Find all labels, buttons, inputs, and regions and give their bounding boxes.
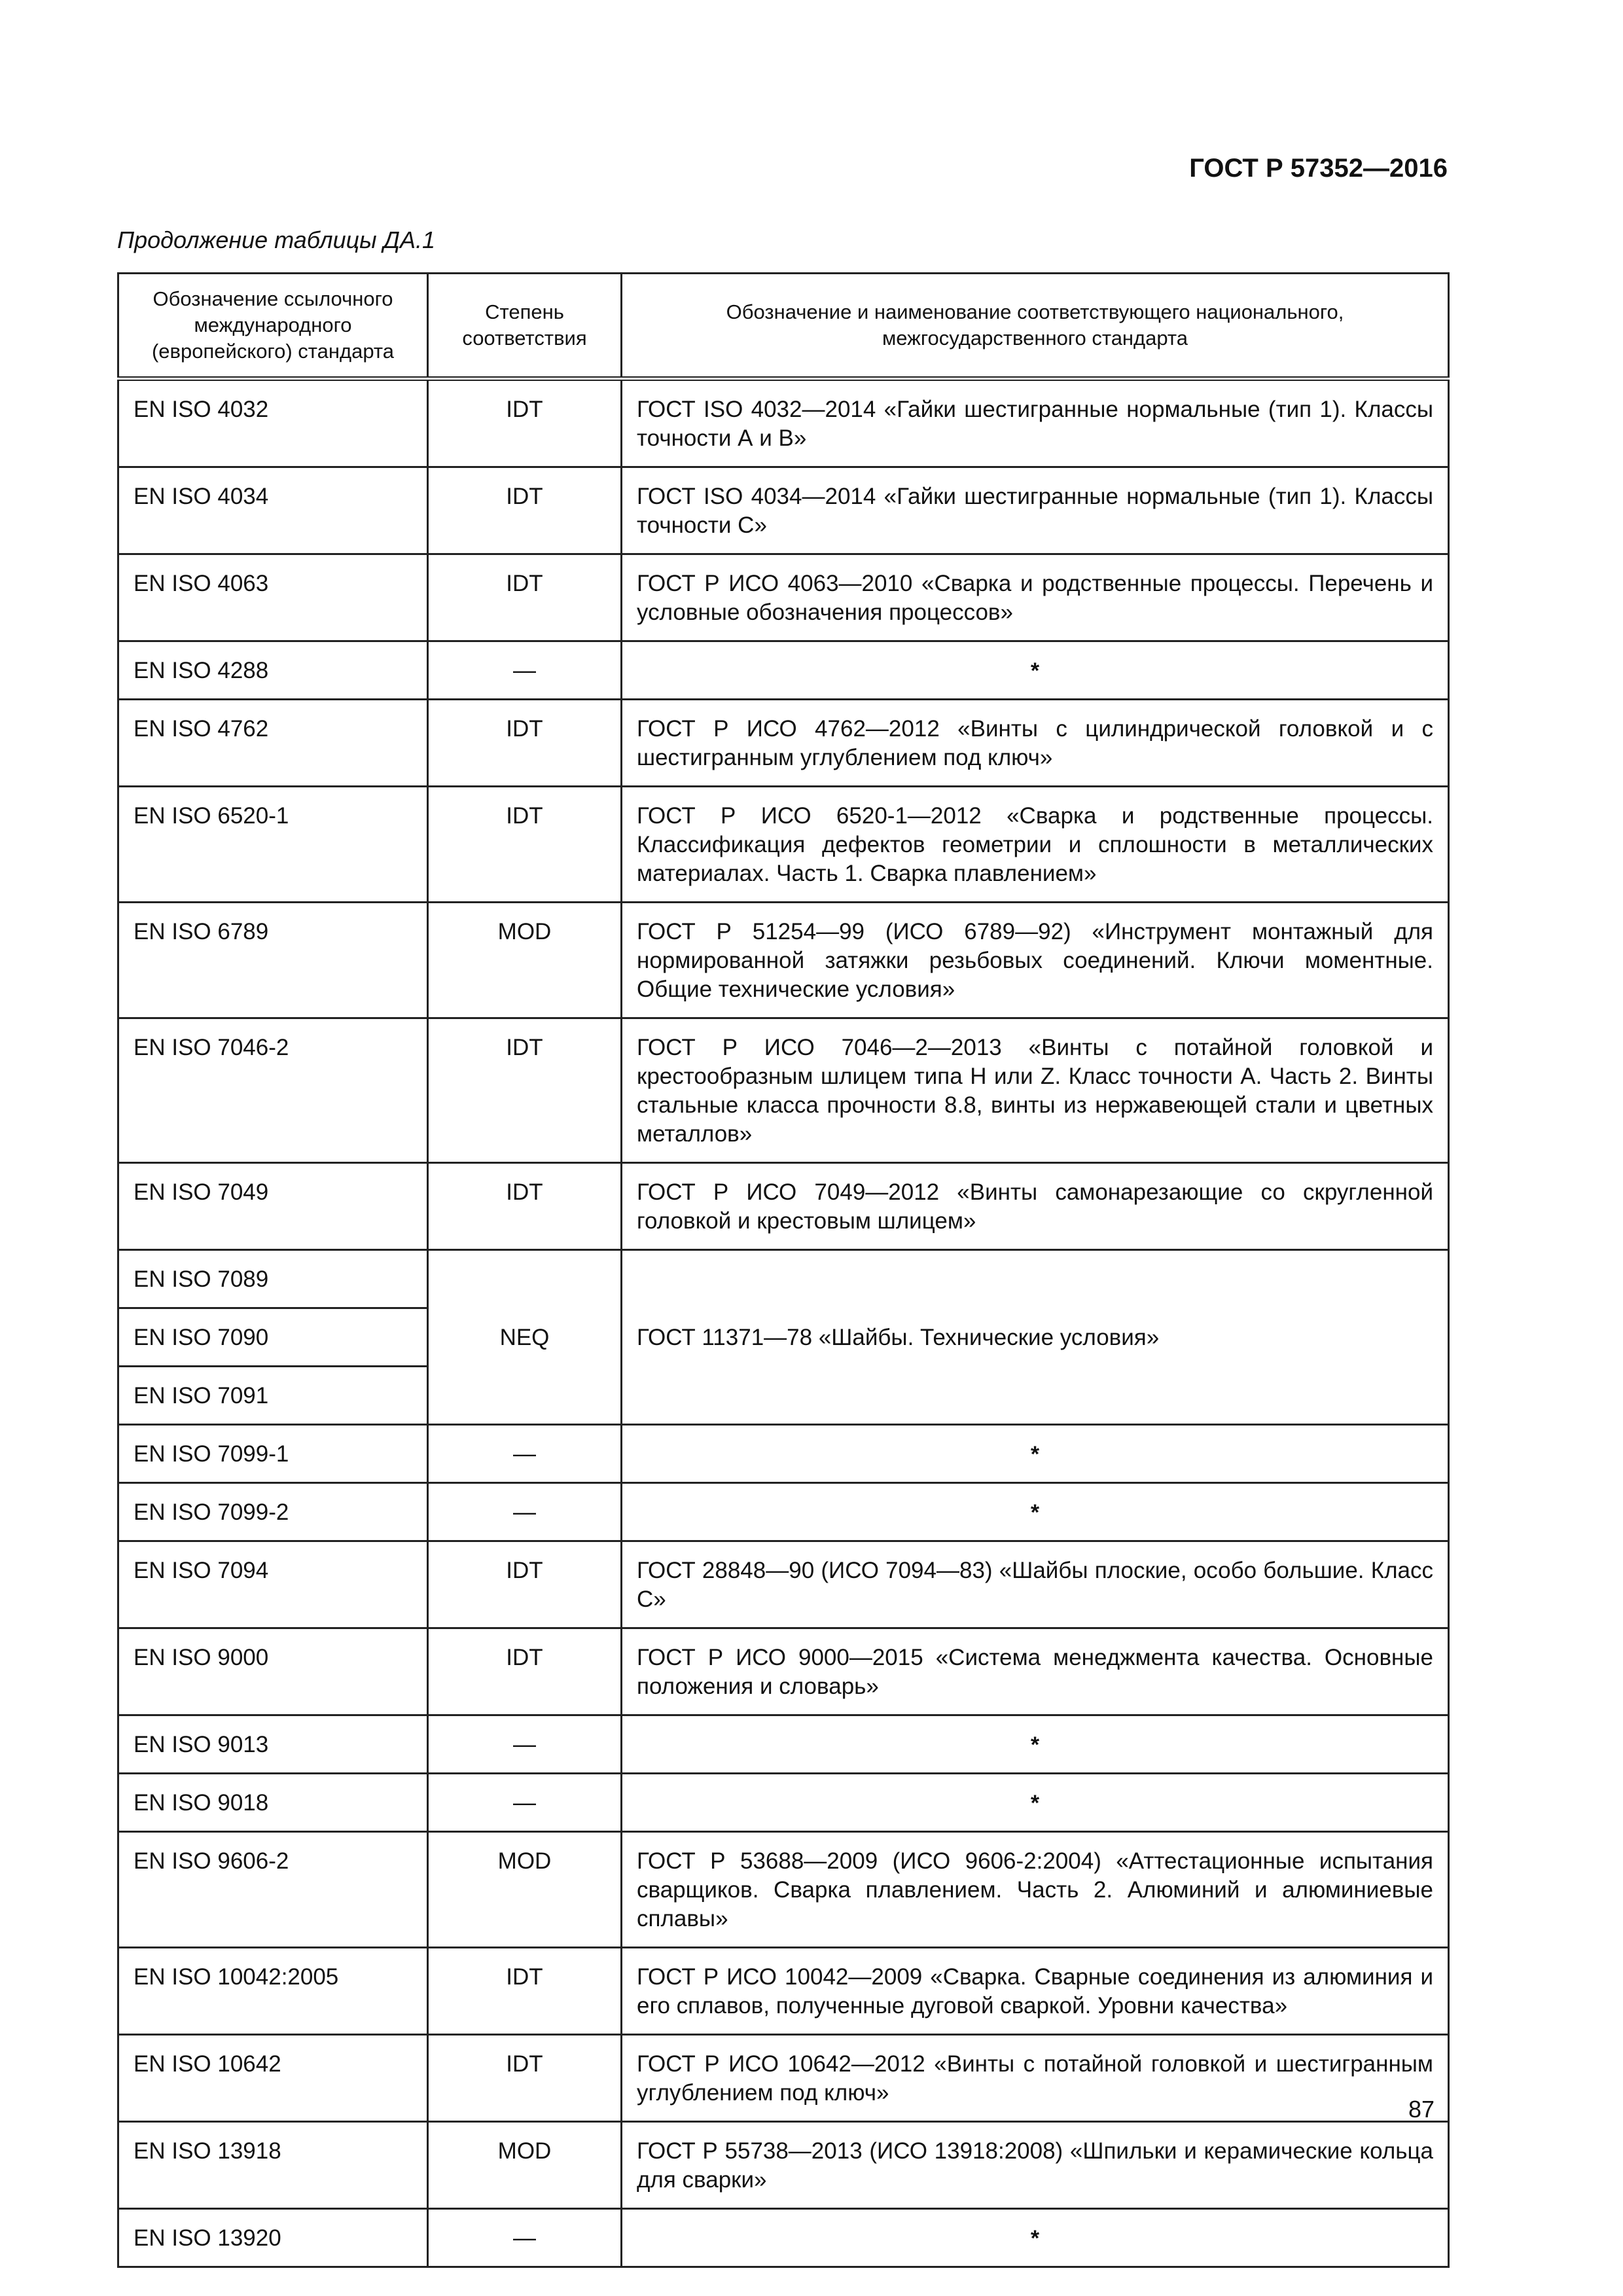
ref-standard-cell: EN ISO 9606-2 bbox=[118, 1832, 428, 1948]
ref-standard-cell: EN ISO 10042:2005 bbox=[118, 1948, 428, 2035]
degree-cell: — bbox=[428, 2209, 622, 2267]
degree-cell: IDT bbox=[428, 467, 622, 554]
table-row bbox=[118, 903, 1449, 1018]
table-header-row bbox=[118, 274, 1449, 379]
ref-standard-cell: EN ISO 7094 bbox=[118, 1541, 428, 1628]
national-standard-cell: ГОСТ 11371—78 «Шайбы. Технические условия» bbox=[622, 1250, 1449, 1425]
ref-standard-cell: EN ISO 7090 bbox=[118, 1308, 428, 1367]
table-row bbox=[118, 787, 1449, 903]
table-row bbox=[118, 2035, 1449, 2122]
ref-standard-cell: EN ISO 7049 bbox=[118, 1163, 428, 1250]
national-standard-cell: ГОСТ Р ИСО 7046—2—2013 «Винты с потайной головкой и крестообразным шлицем типа Н или Z. Класс точности А. Часть 2. Винты стальные класса прочности 8.8, винты из нержавеющей стали и цветных металлов» bbox=[622, 1018, 1449, 1163]
degree-cell: — bbox=[428, 1715, 622, 1774]
degree-cell: — bbox=[428, 641, 622, 700]
ref-standard-cell: EN ISO 4063 bbox=[118, 554, 428, 641]
table-row bbox=[118, 1163, 1449, 1250]
ref-standard-cell: EN ISO 6789 bbox=[118, 903, 428, 1018]
table-row bbox=[118, 1628, 1449, 1715]
ref-standard-cell: EN ISO 9000 bbox=[118, 1628, 428, 1715]
degree-cell: IDT bbox=[428, 700, 622, 787]
degree-cell: — bbox=[428, 1774, 622, 1832]
table-row bbox=[118, 700, 1449, 787]
header-degree: Степень соответствия bbox=[428, 274, 622, 379]
table-row bbox=[118, 1483, 1449, 1541]
degree-cell: IDT bbox=[428, 2035, 622, 2122]
national-standard-cell: ГОСТ Р ИСО 6520-1—2012 «Сварка и родственные процессы. Классификация дефектов геометрии и сплошности в металлических материалах. Часть 1. Сварка плавлением» bbox=[622, 787, 1449, 903]
degree-cell: IDT bbox=[428, 1541, 622, 1628]
table-row bbox=[118, 1948, 1449, 2035]
national-standard-cell: ГОСТ Р ИСО 4762—2012 «Винты с цилиндрической головкой и с шестигранным углублением под ключ» bbox=[622, 700, 1449, 787]
national-standard-cell: ГОСТ Р ИСО 10042—2009 «Сварка. Сварные соединения из алюминия и его сплавов, полученные дуговой сваркой. Уровни качества» bbox=[622, 1948, 1449, 2035]
ref-standard-cell: EN ISO 7091 bbox=[118, 1367, 428, 1425]
degree-cell: — bbox=[428, 1483, 622, 1541]
degree-cell: IDT bbox=[428, 1163, 622, 1250]
no-equivalent-mark: * bbox=[622, 2209, 1449, 2267]
table-row bbox=[118, 379, 1449, 467]
ref-standard-cell: EN ISO 7046-2 bbox=[118, 1018, 428, 1163]
ref-standard-cell: EN ISO 4762 bbox=[118, 700, 428, 787]
degree-cell: IDT bbox=[428, 787, 622, 903]
national-standard-cell: ГОСТ Р 53688—2009 (ИСО 9606-2:2004) «Аттестационные испытания сварщиков. Сварка плавлением. Часть 2. Алюминий и алюминиевые сплавы» bbox=[622, 1832, 1449, 1948]
national-standard-cell: ГОСТ Р 51254—99 (ИСО 6789—92) «Инструмент монтажный для нормированной затяжки резьбовых соединений. Ключи моментные. Общие технические условия» bbox=[622, 903, 1449, 1018]
header-ref-standard: Обозначение ссылочного международного (европейского) стандарта bbox=[118, 274, 428, 379]
table-caption: Продолжение таблицы ДА.1 bbox=[117, 226, 436, 253]
table-row bbox=[118, 641, 1449, 700]
ref-standard-cell: EN ISO 13920 bbox=[118, 2209, 428, 2267]
table-row bbox=[118, 1774, 1449, 1832]
table-row bbox=[118, 1832, 1449, 1948]
degree-cell: MOD bbox=[428, 1832, 622, 1948]
no-equivalent-mark: * bbox=[622, 1425, 1449, 1483]
ref-standard-cell: EN ISO 7099-2 bbox=[118, 1483, 428, 1541]
table-row bbox=[118, 2209, 1449, 2267]
ref-standard-cell: EN ISO 4032 bbox=[118, 379, 428, 467]
national-standard-cell: ГОСТ Р 55738—2013 (ИСО 13918:2008) «Шпильки и керамические кольца для сварки» bbox=[622, 2122, 1449, 2209]
table-row bbox=[118, 1425, 1449, 1483]
table-row bbox=[118, 1715, 1449, 1774]
table-row bbox=[118, 1541, 1449, 1628]
no-equivalent-mark: * bbox=[622, 1774, 1449, 1832]
ref-standard-cell: EN ISO 4288 bbox=[118, 641, 428, 700]
reference-standards-table bbox=[117, 272, 1450, 2268]
ref-standard-cell: EN ISO 9018 bbox=[118, 1774, 428, 1832]
ref-standard-cell: EN ISO 13918 bbox=[118, 2122, 428, 2209]
national-standard-cell: ГОСТ ISO 4032—2014 «Гайки шестигранные нормальные (тип 1). Классы точности А и В» bbox=[622, 379, 1449, 467]
ref-standard-cell: EN ISO 7089 bbox=[118, 1250, 428, 1308]
header-national-standard: Обозначение и наименование соответствующего национального, межгосударственного стандарта bbox=[622, 274, 1449, 379]
no-equivalent-mark: * bbox=[622, 1715, 1449, 1774]
table-row bbox=[118, 2122, 1449, 2209]
table-row bbox=[118, 1018, 1449, 1163]
ref-standard-cell: EN ISO 7099-1 bbox=[118, 1425, 428, 1483]
degree-cell: MOD bbox=[428, 903, 622, 1018]
degree-cell: IDT bbox=[428, 1018, 622, 1163]
national-standard-cell: ГОСТ Р ИСО 10642—2012 «Винты с потайной головкой и шестигранным углублением под ключ» bbox=[622, 2035, 1449, 2122]
degree-cell: MOD bbox=[428, 2122, 622, 2209]
degree-cell: IDT bbox=[428, 554, 622, 641]
national-standard-cell: ГОСТ Р ИСО 4063—2010 «Сварка и родственные процессы. Перечень и условные обозначения процессов» bbox=[622, 554, 1449, 641]
degree-cell: IDT bbox=[428, 1948, 622, 2035]
ref-standard-cell: EN ISO 10642 bbox=[118, 2035, 428, 2122]
degree-cell: — bbox=[428, 1425, 622, 1483]
national-standard-cell: ГОСТ Р ИСО 9000—2015 «Система менеджмента качества. Основные положения и словарь» bbox=[622, 1628, 1449, 1715]
table-row bbox=[118, 1250, 1449, 1308]
national-standard-cell: ГОСТ 28848—90 (ИСО 7094—83) «Шайбы плоские, особо большие. Класс С» bbox=[622, 1541, 1449, 1628]
national-standard-cell: ГОСТ ISO 4034—2014 «Гайки шестигранные нормальные (тип 1). Классы точности С» bbox=[622, 467, 1449, 554]
no-equivalent-mark: * bbox=[622, 641, 1449, 700]
ref-standard-cell: EN ISO 6520-1 bbox=[118, 787, 428, 903]
table-row bbox=[118, 554, 1449, 641]
standard-id: ГОСТ Р 57352—2016 bbox=[1189, 154, 1448, 183]
national-standard-cell: ГОСТ Р ИСО 7049—2012 «Винты самонарезающие со скругленной головкой и крестовым шлицем» bbox=[622, 1163, 1449, 1250]
table-row bbox=[118, 467, 1449, 554]
degree-cell: IDT bbox=[428, 1628, 622, 1715]
no-equivalent-mark: * bbox=[622, 1483, 1449, 1541]
ref-standard-cell: EN ISO 9013 bbox=[118, 1715, 428, 1774]
degree-cell: IDT bbox=[428, 379, 622, 467]
ref-standard-cell: EN ISO 4034 bbox=[118, 467, 428, 554]
page-number: 87 bbox=[1408, 2096, 1435, 2123]
degree-cell: NEQ bbox=[428, 1250, 622, 1425]
